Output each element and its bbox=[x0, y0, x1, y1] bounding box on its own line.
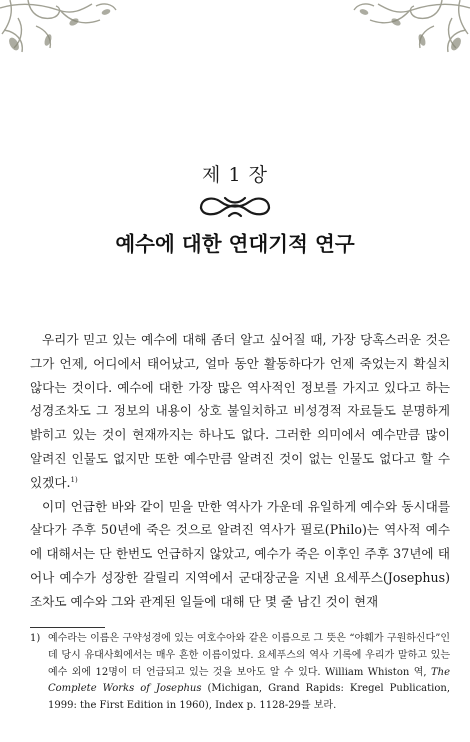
floral-corner-left-icon bbox=[0, 0, 120, 60]
footnote-text: 예수라는 이름은 구약성경에 있는 여호수아와 같은 이름으로 그 뜻은 “야훼가 구원하신다”인데 당시 유대사회에서는 매우 흔한 이름이었다. 요세푸스의 역사 기록에 우리가 말하고 있는 예수 외에 12명이 더 언급되고 있는 것을 보아도 알 수 있다. William Whiston 역, bbox=[48, 633, 450, 678]
body-text bbox=[30, 328, 450, 614]
paragraph-text: 우리가 믿고 있는 예수에 대해 좀더 알고 싶어질 때, 가장 당혹스러운 것은 그가 언제, 어디에서 태어났고, 얼마 동안 활동하다가 언제 죽었는지 확실치 않다는 것이다. 예수에 대한 가장 많은 역사적인 정보를 가지고 있다고 하는 성경조차도 그 정보의 내용이 상호 불일치하고 비성경적 자료들도 분명하게 밝히고 있는 것이 현재까지는 하나도 없다. 그러한 의미에서 예수만큼 많이 알려진 인물도 없지만 또한 예수만큼 알려진 것이 없는 인물도 없다고 할 수 있겠다. bbox=[30, 332, 450, 490]
footnote-text-end: (Michigan, Grand Rapids: Kregel Publication, 1999: the First Edition in 1960), Index p. 1128-29를 보라. bbox=[48, 683, 451, 712]
footnote bbox=[30, 631, 450, 715]
footnote-number: 1) bbox=[30, 633, 41, 644]
footnote-divider bbox=[30, 627, 105, 628]
paragraph-text: 이미 언급한 바와 같이 믿을 만한 역사가 가운데 유일하게 예수와 동시대를 살다가 주후 50년에 죽은 것으로 알려진 역사가 필로(Philo)는 역사적 예수에 대해서는 단 한번도 언급하지 않았고, 예수가 죽은 이후인 주후 37년에 태어나 예수가 성장한 갈릴리 지역에서 군대장군을 지낸 요세푸스(Josephus)조차도 예수와 그와 관계된 일들에 대해 단 몇 줄 남긴 것이 현재 bbox=[30, 498, 450, 609]
paragraph bbox=[30, 328, 450, 495]
chapter-number: 제 1 장 bbox=[202, 164, 268, 186]
floral-corner-right-icon bbox=[350, 0, 470, 60]
chapter-title: 예수에 대한 연대기적 연구 bbox=[115, 232, 355, 256]
knot-flourish-icon bbox=[195, 192, 275, 220]
footnote-book-title: The Complete Works of Josephus bbox=[48, 666, 450, 695]
paragraph bbox=[30, 495, 450, 614]
footnote-reference: 1) bbox=[70, 475, 78, 484]
